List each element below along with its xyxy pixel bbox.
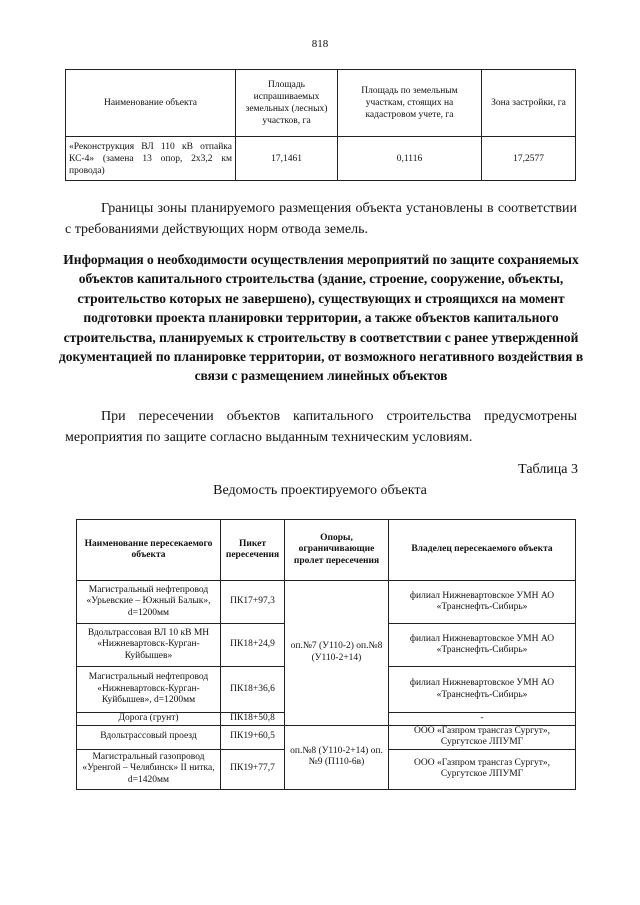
cell-owner: филиал Нижневартовское УМН АО «Транснефть-Сибирь»	[389, 624, 576, 667]
cell-picket: ПК19+60,5	[221, 725, 285, 749]
cell-owner: филиал Нижневартовское УМН АО «Транснефть-Сибирь»	[389, 667, 576, 713]
cell-owner: ООО «Газпром трансгаз Сургут», Сургутское ЛПУМГ	[389, 749, 576, 789]
cell-supports-group-1: оп.№7 (У110-2) оп.№8 (У110-2+14)	[285, 581, 389, 726]
table-row	[77, 581, 576, 624]
cell-construction-zone: 17,2577	[482, 137, 576, 181]
column-header-cadastral-area: Площадь по земельным участкам, стоящих на кадастровом учете, га	[338, 70, 482, 137]
cell-owner: ООО «Газпром трансгаз Сургут», Сургутское ЛПУМГ	[389, 725, 576, 749]
section-heading: Информация о необходимости осуществления мероприятий по защите сохраняемых объектов капитального строительства (здание, строение, сооружение, объекты, строительство которых не завершено), существующих и строящихся на момент подготовки проекта планировки территории, а также объектов капитального строительства, планируемых к строительству в соответствии с ранее утвержденной документацией по планировке территории, от возможного негативного воздействия в связи с размещением линейных объектов	[58, 252, 584, 384]
cell-crossed-object: Магистральный нефтепровод «Нижневартовск-Курган-Куйбышев», d=1200мм	[77, 667, 221, 713]
cell-picket: ПК19+77,7	[221, 749, 285, 789]
column-header-supports: Опоры, ограничивающие пролет пересечения	[285, 520, 389, 581]
column-header-crossed-object: Наименование пересекаемого объекта	[77, 520, 221, 581]
cell-supports-group-2: оп.№8 (У110-2+14) оп.№9 (П110-6в)	[285, 725, 389, 789]
cell-picket: ПК18+24,9	[221, 624, 285, 667]
cell-owner: -	[389, 713, 576, 726]
table-title: Ведомость проектируемого объекта	[213, 483, 427, 498]
crossings-table-header	[77, 520, 576, 581]
column-header-owner: Владелец пересекаемого объекта	[389, 520, 576, 581]
column-header-picket: Пикет пересечения	[221, 520, 285, 581]
zone-boundaries-paragraph: Границы зоны планируемого размещения объекта установлены в соответствии с требованиями действующих норм отвода земель.	[65, 201, 577, 237]
protection-measures-paragraph: При пересечении объектов капитального строительства предусмотрены мероприятия по защите согласно выданным техническим условиям.	[65, 409, 577, 445]
cell-requested-area: 17,1461	[236, 137, 338, 181]
cell-crossed-object: Магистральный газопровод «Уренгой – Челябинск» II нитка, d=1420мм	[77, 749, 221, 789]
table-number-label: Таблица 3	[518, 462, 578, 477]
cell-cadastral-area: 0,1116	[338, 137, 482, 181]
column-header-construction-zone: Зона застройки, га	[482, 70, 576, 137]
table-row	[77, 725, 576, 749]
areas-table-header	[66, 70, 576, 137]
crossings-table	[76, 519, 576, 790]
page-number: 818	[311, 38, 329, 50]
column-header-requested-area: Площадь испрашиваемых земельных (лесных) участков, га	[236, 70, 338, 137]
areas-table	[65, 69, 576, 181]
cell-picket: ПК18+36,6	[221, 667, 285, 713]
cell-owner: филиал Нижневартовское УМН АО «Транснефть-Сибирь»	[389, 581, 576, 624]
cell-picket: ПК17+97,3	[221, 581, 285, 624]
cell-crossed-object: Вдольтрассовая ВЛ 10 кВ МН «Нижневартовск-Курган-Куйбышев»	[77, 624, 221, 667]
column-header-object-name: Наименование объекта	[66, 70, 236, 137]
cell-crossed-object: Дорога (грунт)	[77, 713, 221, 726]
cell-crossed-object: Магистральный нефтепровод «Урьевские – Южный Балык», d=1200мм	[77, 581, 221, 624]
table-row	[66, 137, 576, 181]
cell-picket: ПК18+50,8	[221, 713, 285, 726]
cell-object-name: «Реконструкция ВЛ 110 кВ отпайка КС-4» (замена 13 опор, 2х3,2 км провода)	[66, 137, 236, 181]
cell-crossed-object: Вдольтрассовый проезд	[77, 725, 221, 749]
